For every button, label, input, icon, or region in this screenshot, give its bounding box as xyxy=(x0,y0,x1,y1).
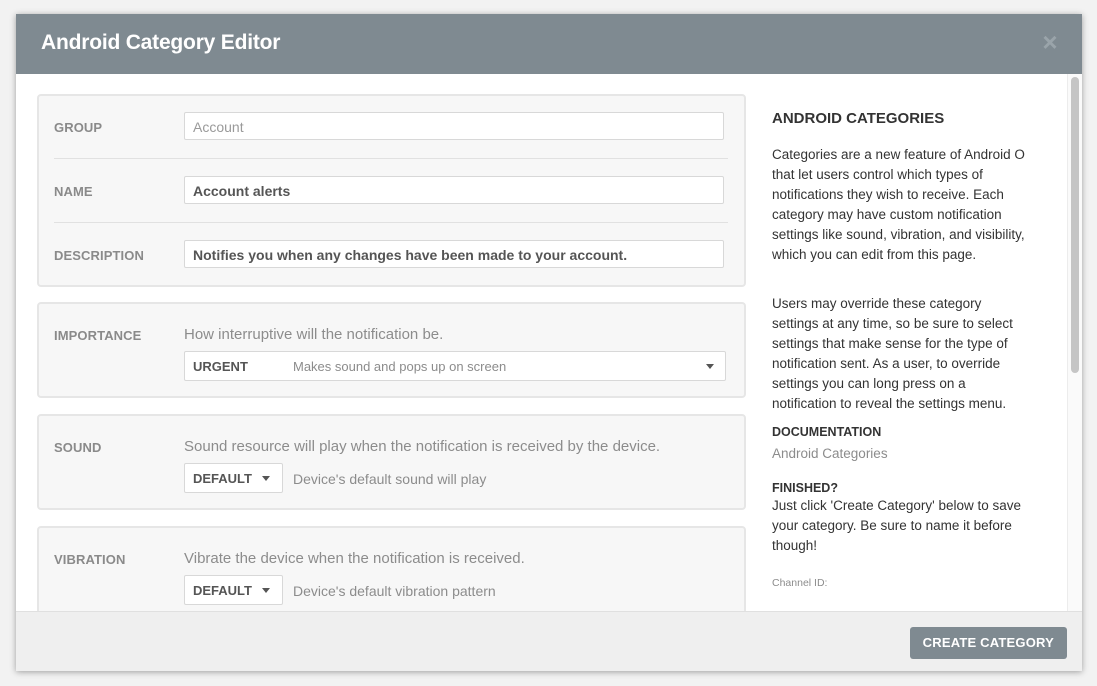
chevron-down-icon xyxy=(706,364,714,369)
importance-select[interactable] xyxy=(184,351,726,381)
divider xyxy=(54,158,728,159)
channel-id-label: Channel ID: xyxy=(772,577,828,589)
documentation-heading: DOCUMENTATION xyxy=(772,425,882,439)
scrollbar-thumb[interactable] xyxy=(1071,77,1079,373)
vibration-selected-description: Device's default vibration pattern xyxy=(293,583,496,599)
dialog-footer xyxy=(16,611,1082,671)
sound-selected-description: Device's default sound will play xyxy=(293,471,487,487)
vibration-panel xyxy=(37,526,746,611)
sound-selected-value: DEFAULT xyxy=(193,471,252,486)
importance-selected-value: URGENT xyxy=(193,359,248,374)
divider xyxy=(54,222,728,223)
finished-text: Just click 'Create Category' below to save your category. Be sure to name it before though! xyxy=(772,498,1022,553)
sound-label: SOUND xyxy=(54,440,102,455)
group-label: GROUP xyxy=(54,120,103,135)
importance-help-text: How interruptive will the notification be. xyxy=(184,326,444,343)
dialog-body xyxy=(16,74,1082,611)
category-editor-dialog xyxy=(16,14,1082,671)
importance-label: IMPORTANCE xyxy=(54,328,142,343)
chevron-down-icon xyxy=(262,588,270,593)
sound-panel xyxy=(37,414,746,510)
sidebar-intro-paragraph: Categories are a new feature of Android O that let users control which types of notifications they wish to receive. Each category may have custom notification settings like sound, vibration, and visibility, which you can edit from this page. xyxy=(772,147,1025,262)
finished-heading: FINISHED? xyxy=(772,481,838,495)
sidebar-override-paragraph: Users may override these category settings at any time, so be sure to select settings that make sense for the type of notification sent. As a user, to override settings you can long press on a notification to reveal the settings menu. xyxy=(772,296,1013,411)
dialog-header xyxy=(16,14,1082,74)
group-input[interactable]: Account xyxy=(184,112,724,140)
sound-select[interactable] xyxy=(184,463,283,493)
vibration-selected-value: DEFAULT xyxy=(193,583,252,598)
sound-help-text: Sound resource will play when the notification is received by the device. xyxy=(184,438,661,455)
vibration-label: VIBRATION xyxy=(54,552,126,567)
importance-selected-description: Makes sound and pops up on screen xyxy=(293,359,507,374)
scrollbar[interactable] xyxy=(1067,74,1082,611)
name-input[interactable]: Account alerts xyxy=(184,176,724,204)
description-label: DESCRIPTION xyxy=(54,248,144,263)
vibration-select[interactable] xyxy=(184,575,283,605)
create-category-button[interactable]: CREATE CATEGORY xyxy=(910,627,1067,659)
close-icon[interactable]: × xyxy=(1042,27,1058,57)
importance-panel xyxy=(37,302,746,398)
sidebar-title: ANDROID CATEGORIES xyxy=(772,110,945,127)
documentation-link[interactable]: Android Categories xyxy=(772,446,888,461)
name-label: NAME xyxy=(54,184,93,199)
dialog-title: Android Category Editor xyxy=(41,31,281,54)
details-panel xyxy=(37,94,746,287)
chevron-down-icon xyxy=(262,476,270,481)
description-input[interactable]: Notifies you when any changes have been made to your account. xyxy=(184,240,724,268)
vibration-help-text: Vibrate the device when the notification is received. xyxy=(184,550,525,567)
